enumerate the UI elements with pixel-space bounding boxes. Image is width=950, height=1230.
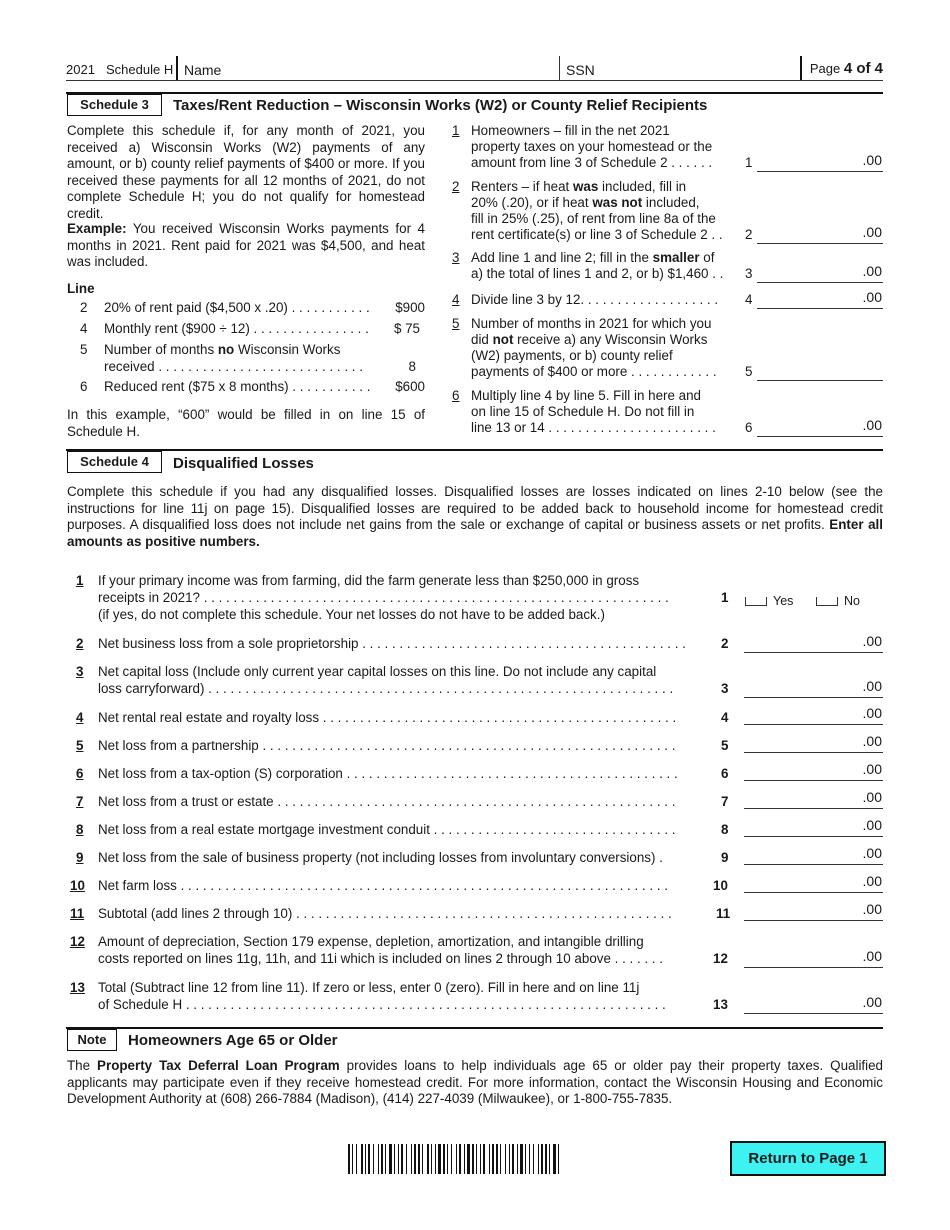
barcode-bar [517,1144,518,1174]
line-ref: 2 [721,636,729,651]
section-rule [66,1027,883,1029]
example-line-text: Reduced rent ($75 x 8 months) . . . . . . . . . . . [104,379,371,394]
barcode-bar [365,1144,366,1174]
line-number: 5 [452,316,460,331]
line-text: of Schedule H . . . . . . . . . . . . . . . . . . . . . . . . . . . . . . . . . . . . . . . . . . . . . . . . . . . . . . . . . . . . . . . . . [98,997,666,1012]
schedule3-label: Schedule 3 [67,94,162,116]
line-number: 5 [76,738,84,753]
line-text: amount from line 3 of Schedule 2 . . . . . . [471,155,713,170]
line-text: Add line 1 and line 2; fill in the smaller of [471,250,715,265]
note-title: Homeowners Age 65 or Older [128,1032,338,1049]
barcode-bar [401,1144,403,1174]
example-line-value: $600 [395,379,425,394]
yes-label: Yes [773,594,794,608]
example-note: In this example, “600” would be filled in on line 15 of Schedule H. [67,407,425,439]
line-number: 6 [452,388,460,403]
schedule3-example: Example: You received Wisconsin Works payments for 4 months in 2021. Rent paid for 2021 was $4,500, and heat was included. [67,221,425,270]
line-text: Net capital loss (Include only current year capital losses on this line. Do not include any capital [98,664,657,679]
line-number: 7 [76,794,84,809]
barcode-bar [385,1144,386,1174]
line-text: a) the total of lines 1 and 2, or b) $1,460 . . [471,266,724,281]
barcode-bar [489,1144,490,1174]
line-number: 8 [76,822,84,837]
line-amount: .00 [862,633,882,649]
line-amount: .00 [862,678,882,694]
example-line-text: 20% of rent paid ($4,500 x .20) . . . . . . . . . . . [104,300,370,315]
line-text: Net business loss from a sole proprietorship . . . . . . . . . . . . . . . . . . . . . . . . . . . . . . . . . . . . . . . . . . . . [98,636,686,651]
line-text: Net loss from the sale of business property (not including losses from involuntary conversions) . [98,850,663,865]
line-text: rent certificate(s) or line 3 of Schedule 2 . . [471,227,723,242]
line-amount: .00 [862,901,882,917]
line-number: 10 [70,878,85,893]
barcode-bar [356,1144,357,1174]
example-line-num: 5 [80,342,88,357]
line-text: Amount of depreciation, Section 179 expense, depletion, amortization, and intangible drilling [98,934,644,949]
barcode-bar [406,1144,407,1174]
note-label: Note [67,1029,117,1051]
section-rule [66,92,883,94]
barcode-bar [525,1144,526,1174]
line-text: property taxes on your homestead or the [471,139,713,154]
line-number: 11 [70,906,85,921]
barcode-bar [459,1144,461,1174]
line-ref: 7 [721,794,729,809]
barcode-bar [373,1144,374,1174]
barcode-bar [438,1144,441,1174]
example-line-value: 8 [408,359,416,374]
line-amount: .00 [862,224,882,240]
barcode-bar [464,1144,465,1174]
line-text: Net loss from a trust or estate . . . . . . . . . . . . . . . . . . . . . . . . . . . . . . . . . . . . . . . . . . . . . . . . . . . . . . [98,794,676,809]
page-header [66,56,883,81]
barcode-bar [541,1144,543,1174]
barcode-bar [381,1144,383,1174]
section-rule [66,449,883,451]
line-text: (if yes, do not complete this schedule. Your net losses do not have to be added back.) [98,607,605,622]
barcode-bar [500,1144,501,1174]
example-line-text: Monthly rent ($900 ÷ 12) . . . . . . . . . . . . . . . . [104,321,369,336]
divider [800,56,802,80]
example-line-value: $900 [395,300,425,315]
line-ref: 2 [745,227,753,242]
line-number: 13 [70,980,85,995]
barcode-bar [451,1144,452,1174]
example-line-text: received . . . . . . . . . . . . . . . . . . . . . . . . . . . . [104,359,363,374]
line-number: 1 [452,123,460,138]
schedule4-intro: Complete this schedule if you had any disqualified losses. Disqualified losses are losses indicated on lines 2-10 below (see the instructions for line 11j on page 15). Disqualified losses are required to be added back to household income for homestead credit purposes. A disqualified loss does not include net gains from the sale or exchange of capital or business assets or net profits. Enter all amounts as positive numbers. [67,484,883,549]
line-text: Divide line 3 by 12. . . . . . . . . . . . . . . . . . . [471,292,719,307]
line-ref: 12 [713,951,728,966]
line-amount: .00 [862,948,882,964]
barcode-bar [348,1144,350,1174]
line-ref: 9 [721,850,729,865]
barcode-bar [553,1144,556,1174]
line-number: 1 [76,573,84,588]
line-text: payments of $400 or more . . . . . . . . . . . . [471,364,717,379]
barcode-bar [368,1144,370,1174]
barcode-bar [476,1144,477,1174]
line-ref: 13 [713,997,728,1012]
line-number: 4 [452,292,460,307]
barcode-bar [427,1144,429,1174]
barcode-bar [447,1144,448,1174]
line-text: Subtotal (add lines 2 through 10) . . . . . . . . . . . . . . . . . . . . . . . . . . . . . . . . . . . . . . . . . . . . . . . . . . . [98,906,672,921]
line-number: 12 [70,934,85,949]
line-amount: .00 [862,733,882,749]
line-text: fill in 25% (.25), of rent from line 8a of the [471,211,716,226]
line-amount: .00 [862,152,882,168]
barcode-bar [414,1144,416,1174]
line-text: Multiply line 4 by line 5. Fill in here and [471,388,701,403]
line-number: 9 [76,850,84,865]
no-checkbox[interactable] [816,597,838,606]
return-to-page-1-button[interactable]: Return to Page 1 [730,1141,886,1176]
note-text: The Property Tax Deferral Loan Program provides loans to help individuals age 65 or older pay their property taxes. Qualified applicants may participate even if they receive homestead credit. For more information, contact the Wisconsin Housing and Economic Development Authority at (608) 266-7884 (Madison), (414) 227-4039 (Milwaukee), or 1-800-755-7835. [67,1058,884,1107]
barcode-bar [472,1144,474,1174]
barcode-bar [389,1144,392,1174]
line-text: receipts in 2021? . . . . . . . . . . . . . . . . . . . . . . . . . . . . . . . . . . . . . . . . . . . . . . . . . . . . . . . . . . . . . . . [98,590,669,605]
form-year: 2021 [66,62,95,77]
line-text: Number of months in 2021 for which you [471,316,712,331]
barcode-bar [378,1144,379,1174]
ssn-field-label[interactable]: SSN [566,62,595,78]
line-ref: 6 [745,420,753,435]
line-text: did not receive a) any Wisconsin Works [471,332,708,347]
line-ref: 4 [721,710,729,725]
schedule3-intro: Complete this schedule if, for any month of 2021, you received a) Wisconsin Works (W2) payments of any amount, or b) county relief payments of $400 or more. If you received these payments for all 12 months of 2021, do not complete Schedule H; you do not qualify for homestead credit. [67,123,425,221]
barcode-bar [361,1144,363,1174]
line-ref: 10 [713,878,728,893]
line-amount: .00 [862,873,882,889]
barcode-bar [394,1144,395,1174]
barcode-bar [483,1144,485,1174]
barcode-bar [443,1144,445,1174]
example-line-value: $ 75 [393,321,420,336]
barcode-bar [352,1144,353,1174]
line-text: Total (Subtract line 12 from line 11). If zero or less, enter 0 (zero). Fill in here and on line 11j [98,980,640,995]
line-amount: .00 [862,289,882,305]
line-amount: .00 [862,789,882,805]
line-ref: 11 [716,906,731,921]
barcode-bar [520,1144,523,1174]
line-text: loss carryforward) . . . . . . . . . . . . . . . . . . . . . . . . . . . . . . . . . . . . . . . . . . . . . . . . . . . . . . . . . . . . . . . [98,681,674,696]
barcode-bar [431,1144,432,1174]
line-ref: 8 [721,822,729,837]
line-text: on line 15 of Schedule H. Do not fill in [471,404,695,419]
line-number: 2 [452,179,460,194]
schedule4-label: Schedule 4 [67,451,162,473]
line-number: 3 [452,250,460,265]
barcode-bar [529,1144,530,1174]
barcode-bar [505,1144,506,1174]
yes-checkbox[interactable] [745,597,767,606]
schedule4-title: Disqualified Losses [173,455,314,472]
line-amount: .00 [862,761,882,777]
line-number: 6 [76,766,84,781]
line-ref: 4 [745,292,753,307]
barcode-bar [492,1144,494,1174]
line-text: costs reported on lines 11g, 11h, and 11i which is included on lines 2 through 10 above . . . . . . . [98,951,663,966]
example-line-header: Line [67,281,95,296]
line-amount: .00 [862,994,882,1010]
line-number: 3 [76,664,84,679]
line-text: Net farm loss . . . . . . . . . . . . . . . . . . . . . . . . . . . . . . . . . . . . . . . . . . . . . . . . . . . . . . . . . . . . . . . . . . [98,878,668,893]
line-ref: 5 [721,738,729,753]
line-text: If your primary income was from farming, did the farm generate less than $250,000 in gross [98,573,640,588]
line-text: Net rental real estate and royalty loss . . . . . . . . . . . . . . . . . . . . . . . . . . . . . . . . . . . . . . . . . . . . . . . . [98,710,677,725]
example-line-num: 4 [80,321,88,336]
line-amount: .00 [862,263,882,279]
form-schedule: Schedule H [106,62,174,77]
barcode-bar [456,1144,457,1174]
barcode-bar [422,1144,423,1174]
barcode-bar [435,1144,436,1174]
line-text: 20% (.20), or if heat was not included, [471,195,700,210]
barcode-bar [509,1144,510,1174]
line-text: Net loss from a partnership . . . . . . . . . . . . . . . . . . . . . . . . . . . . . . . . . . . . . . . . . . . . . . . . . . . . . . . . [98,738,676,753]
line-ref: 3 [721,681,729,696]
barcode-bar [512,1144,514,1174]
line-text: Renters – if heat was included, fill in [471,179,687,194]
line-text: Net loss from a real estate mortgage investment conduit . . . . . . . . . . . . . . . . . . . . . . . . . . . . . . . . . [98,822,676,837]
schedule3-title: Taxes/Rent Reduction – Wisconsin Works (W2) or County Relief Recipients [173,97,708,114]
barcode [348,1144,643,1174]
line-ref: 1 [745,155,753,170]
line-amount: .00 [862,705,882,721]
example-line-num: 6 [80,379,88,394]
barcode-bar [549,1144,550,1174]
line-ref: 5 [745,364,753,379]
name-field-label[interactable]: Name [184,62,222,78]
line-text: (W2) payments, or b) county relief [471,348,673,363]
barcode-bar [533,1144,534,1174]
page-number: Page 4 of 4 [809,60,883,77]
line-ref: 3 [745,266,753,281]
barcode-bar [480,1144,481,1174]
barcode-bar [418,1144,420,1174]
line-ref: 1 [721,590,729,605]
example-line-text: Number of months no Wisconsin Works [104,342,341,357]
line-number: 4 [76,710,84,725]
example-line-num: 2 [80,300,88,315]
barcode-bar [496,1144,498,1174]
divider [559,56,560,80]
line-number: 2 [76,636,84,651]
barcode-bar [398,1144,399,1174]
barcode-bar [558,1144,559,1174]
barcode-bar [467,1144,470,1174]
line-amount: .00 [862,417,882,433]
no-label: No [844,594,860,608]
divider [176,56,178,80]
line-text: Net loss from a tax-option (S) corporation . . . . . . . . . . . . . . . . . . . . . . . . . . . . . . . . . . . . . . . . . . . . . [98,766,678,781]
barcode-bar [538,1144,539,1174]
line-amount: .00 [862,845,882,861]
barcode-bar [545,1144,547,1174]
line-text: line 13 or 14 . . . . . . . . . . . . . . . . . . . . . . . [471,420,716,435]
line-text: Homeowners – fill in the net 2021 [471,123,670,138]
barcode-bar [411,1144,412,1174]
line-amount: .00 [862,817,882,833]
line-ref: 6 [721,766,729,781]
line-input[interactable] [757,364,883,381]
